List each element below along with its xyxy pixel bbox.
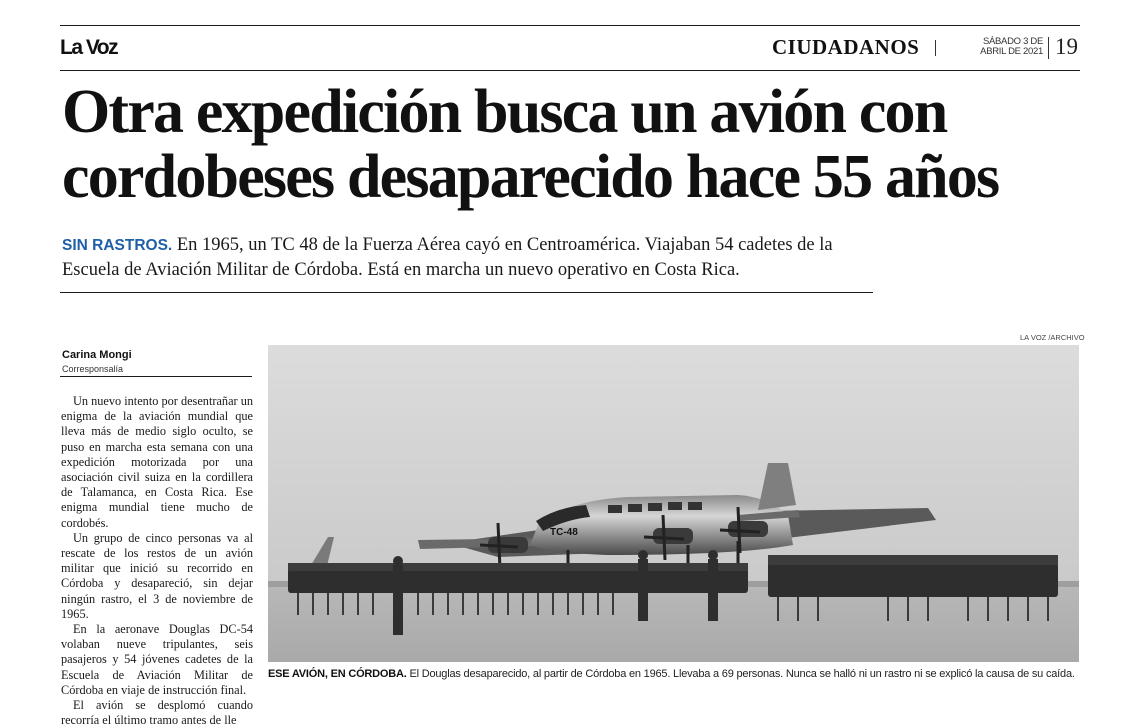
photo-credit: LA VOZ /ARCHIVO bbox=[1020, 333, 1085, 342]
article-photo[interactable] bbox=[268, 345, 1079, 662]
body-paragraph: El avión se desplomó cuando recorría el último tramo antes de lle bbox=[61, 698, 253, 728]
author-role: Corresponsalía bbox=[62, 364, 124, 374]
header-rule bbox=[60, 70, 1080, 71]
issue-date bbox=[975, 37, 1043, 57]
headline-line1: Otra expedición busca un avión con bbox=[62, 78, 947, 146]
issue-date-line2: ABRIL DE 2021 bbox=[980, 46, 1043, 57]
header-divider bbox=[1048, 37, 1049, 59]
caption-text: El Douglas desaparecido, al partir de Córdoba en 1965. Llevaba a 69 personas. Nunca se halló ni un rastro ni se explicó la causa de su caída. bbox=[409, 668, 1075, 680]
subheadline bbox=[62, 233, 882, 283]
photo-caption bbox=[268, 668, 1098, 680]
body-paragraph: Un nuevo intento por desentrañar un enigma de la aviación mundial que lleva más de medio siglo oculto, se puso en marcha esta semana con una expedición motorizada por una asociación civil suiza en la cordillera de Talamanca, en Costa Rica. Ese enigma mundial tiene mucho de cordobés. bbox=[61, 394, 253, 530]
subhead-text: En 1965, un TC 48 de la Fuerza Aérea cayó en Centroamérica. Viajaban 54 cadetes de la Escuela de Aviación Militar de Córdoba. Está en marcha un nuevo operativo en Costa Rica. bbox=[62, 235, 833, 280]
aircraft-marking: TC-48 bbox=[550, 527, 578, 538]
author-name: Carina Mongi bbox=[62, 349, 132, 361]
airplane-photo-illustration bbox=[268, 345, 1079, 662]
issue-date-line1: SÁBADO 3 DE bbox=[982, 36, 1043, 47]
headline-line2: cordobeses desaparecido hace 55 años bbox=[62, 143, 999, 211]
headline bbox=[62, 80, 1102, 210]
body-paragraph: Un grupo de cinco personas va al rescate de los restos de un avión militar que inició su recorrido en Córdoba y desapareció, sin dejar ningún rastro, el 3 de noviembre de 1965. bbox=[61, 530, 253, 621]
section-title[interactable]: CIUDADANOS bbox=[772, 35, 920, 59]
page-number: 19 bbox=[1055, 34, 1078, 59]
author-rule bbox=[60, 376, 252, 377]
subhead-kicker: SIN RASTROS. bbox=[62, 237, 173, 254]
newspaper-logo[interactable]: La Voz bbox=[60, 36, 118, 59]
header-divider bbox=[935, 40, 936, 56]
body-paragraph: En la aeronave Douglas DC-54 volaban nueve tripulantes, seis pasajeros y 54 jóvenes cadetes de la Escuela de Aviación Militar de Córdoba en viaje de instrucción final. bbox=[61, 622, 253, 697]
top-rule bbox=[60, 25, 1080, 26]
article-body bbox=[61, 394, 253, 728]
subhead-rule bbox=[60, 292, 873, 293]
caption-kicker: ESE AVIÓN, EN CÓRDOBA. bbox=[268, 668, 407, 680]
